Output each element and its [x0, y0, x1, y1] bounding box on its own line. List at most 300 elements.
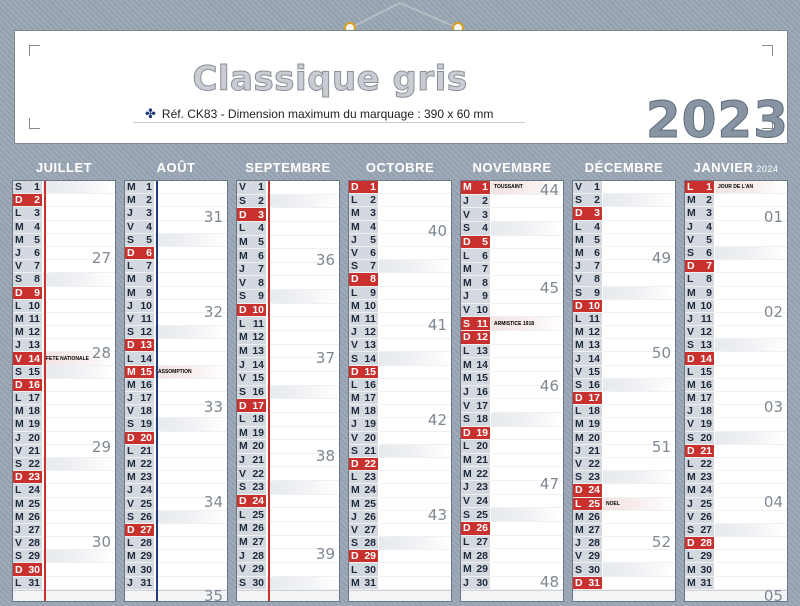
- week-number: 43: [427, 506, 447, 525]
- day-badge: [13, 524, 43, 536]
- day-row: [349, 207, 451, 220]
- day-badge: [685, 287, 715, 299]
- day-number: 22: [140, 458, 152, 471]
- day-number: 16: [700, 378, 712, 391]
- day-badge: [573, 287, 603, 299]
- day-row: [13, 194, 115, 207]
- month-column: [124, 158, 228, 606]
- day-number: 8: [370, 273, 376, 286]
- day-number: 4: [258, 222, 264, 235]
- day-badge: [125, 524, 155, 536]
- day-number: 1: [258, 181, 264, 194]
- day-row: [573, 458, 675, 471]
- day-badge: [573, 300, 603, 312]
- week-number: 33: [203, 397, 223, 416]
- weekday-letter: S: [687, 247, 695, 260]
- day-badge: [125, 352, 155, 364]
- day-badge: [461, 481, 491, 494]
- day-badge: [349, 577, 379, 589]
- day-row: [13, 498, 115, 511]
- day-number: 19: [28, 418, 40, 431]
- day-number: 3: [34, 207, 40, 220]
- weekday-letter: S: [575, 378, 583, 391]
- day-number: 30: [252, 576, 264, 589]
- day-row: [349, 260, 451, 273]
- day-number: 27: [140, 523, 152, 536]
- weekday-letter: M: [575, 326, 584, 339]
- weekday-letter: D: [351, 181, 359, 194]
- weekday-letter: S: [15, 550, 23, 563]
- weekday-letter: D: [239, 399, 247, 412]
- weekday-letter: L: [127, 352, 134, 365]
- day-number: 27: [476, 535, 488, 548]
- saint-name: ARMISTICE 1918: [494, 320, 535, 327]
- weekday-letter: J: [15, 247, 21, 260]
- weekday-letter: V: [127, 220, 135, 233]
- day-number: 26: [140, 510, 152, 523]
- month-name: NOVEMBRE: [472, 160, 552, 175]
- weekday-letter: D: [575, 484, 583, 497]
- month-column: [12, 158, 116, 602]
- day-row: [349, 537, 451, 550]
- day-number: 4: [706, 220, 712, 233]
- day-row: [237, 508, 339, 522]
- weekday-letter: M: [351, 312, 360, 325]
- weekday-letter: V: [463, 208, 471, 221]
- day-number: 14: [140, 352, 152, 365]
- day-badge: [125, 194, 155, 206]
- day-row: [13, 405, 115, 418]
- day-badge: [349, 366, 379, 378]
- day-row: [573, 471, 675, 484]
- weekday-letter: M: [239, 235, 248, 248]
- day-badge: [349, 563, 379, 575]
- weekday-letter: J: [351, 418, 357, 431]
- day-number: 9: [258, 290, 264, 303]
- day-number: 30: [140, 563, 152, 576]
- day-row: [237, 236, 339, 250]
- day-row: [573, 181, 675, 194]
- day-row: [237, 181, 339, 195]
- day-number: 22: [476, 467, 488, 480]
- day-number: 3: [706, 207, 712, 220]
- day-badge: [461, 222, 491, 235]
- day-row: [125, 511, 227, 524]
- weekday-letter: V: [15, 444, 23, 457]
- weekday-letter: D: [351, 365, 359, 378]
- weekday-letter: M: [463, 181, 472, 194]
- day-number: 10: [476, 304, 488, 317]
- day-row: [461, 549, 563, 563]
- weekday-letter: M: [463, 372, 472, 385]
- weekday-letter: V: [239, 181, 247, 194]
- day-badge: [461, 372, 491, 385]
- weekday-letter: S: [463, 222, 471, 235]
- day-badge: [125, 366, 155, 378]
- day-row: [13, 326, 115, 339]
- day-badge: [349, 234, 379, 246]
- day-number: 18: [700, 405, 712, 418]
- weekday-letter: S: [575, 194, 583, 207]
- weekday-letter: M: [127, 458, 136, 471]
- weekday-letter: M: [239, 426, 248, 439]
- day-row: [461, 358, 563, 372]
- day-badge: [125, 511, 155, 523]
- day-number: 11: [476, 317, 488, 330]
- day-number: 19: [476, 426, 488, 439]
- day-badge: [125, 405, 155, 417]
- weekday-letter: M: [463, 263, 472, 276]
- day-number: 31: [700, 576, 712, 589]
- day-badge: [573, 247, 603, 259]
- weekday-letter: M: [463, 549, 472, 562]
- weekday-letter: J: [575, 444, 581, 457]
- day-badge: [13, 445, 43, 457]
- weekday-letter: S: [15, 365, 23, 378]
- weekday-letter: L: [351, 286, 358, 299]
- week-number: 27: [91, 248, 111, 267]
- day-badge: [461, 522, 491, 535]
- week-number: 40: [427, 221, 447, 240]
- day-number: 7: [482, 263, 488, 276]
- day-badge: [125, 392, 155, 404]
- month-year: 2024: [753, 164, 779, 174]
- day-row: [349, 550, 451, 563]
- day-badge: [461, 454, 491, 467]
- weekday-letter: M: [575, 418, 584, 431]
- day-row: [349, 471, 451, 484]
- day-badge: [573, 524, 603, 536]
- day-row: [237, 467, 339, 481]
- day-badge: [125, 300, 155, 312]
- day-number: 8: [146, 273, 152, 286]
- weekday-letter: J: [15, 339, 21, 352]
- day-number: 2: [34, 194, 40, 207]
- day-row: [685, 537, 787, 550]
- day-number: 22: [28, 458, 40, 471]
- day-number: 29: [364, 550, 376, 563]
- day-row: [237, 427, 339, 441]
- weekday-letter: L: [463, 345, 470, 357]
- day-row: [685, 379, 787, 392]
- day-number: 12: [28, 326, 40, 339]
- day-row: [685, 287, 787, 300]
- day-badge: [685, 366, 715, 378]
- day-row: [685, 339, 787, 352]
- weekday-letter: D: [15, 563, 23, 576]
- day-number: 2: [482, 194, 488, 207]
- weekday-letter: M: [687, 563, 696, 576]
- day-row: [685, 458, 787, 471]
- day-badge: [461, 331, 491, 344]
- day-badge: [237, 563, 267, 576]
- day-row: [349, 392, 451, 405]
- day-number: 5: [370, 233, 376, 246]
- day-badge: [237, 276, 267, 289]
- weekday-letter: M: [239, 440, 248, 453]
- day-number: 6: [706, 247, 712, 260]
- weekday-letter: M: [351, 392, 360, 405]
- day-badge: [125, 273, 155, 285]
- day-badge: [461, 399, 491, 412]
- day-badge: [125, 247, 155, 259]
- weekday-letter: M: [575, 233, 584, 246]
- month-panel: [460, 180, 564, 602]
- day-row: [13, 300, 115, 313]
- day-row: [349, 194, 451, 207]
- day-number: 21: [140, 444, 152, 457]
- day-row: [685, 524, 787, 537]
- day-number: 11: [252, 317, 264, 330]
- day-number: 14: [476, 358, 488, 371]
- weekday-letter: S: [687, 523, 695, 536]
- week-number: 02: [763, 302, 783, 321]
- weekday-letter: M: [351, 405, 360, 418]
- day-number: 11: [140, 312, 152, 325]
- day-row: [461, 331, 563, 345]
- weekday-letter: M: [239, 249, 248, 262]
- day-row: [349, 577, 451, 590]
- weekday-letter: S: [463, 508, 471, 521]
- day-number: 30: [476, 576, 488, 589]
- day-row: [573, 577, 675, 590]
- day-badge: [573, 273, 603, 285]
- day-badge: [573, 326, 603, 338]
- day-number: 11: [588, 312, 600, 325]
- day-number: 20: [700, 431, 712, 444]
- weekday-letter: M: [127, 273, 136, 286]
- day-number: 25: [476, 508, 488, 521]
- weekday-letter: L: [127, 444, 134, 457]
- day-number: 5: [594, 233, 600, 246]
- weekday-letter: M: [463, 454, 472, 467]
- week-number: 35: [203, 587, 223, 606]
- day-badge: [573, 207, 603, 219]
- day-number: 28: [700, 537, 712, 550]
- weekday-letter: V: [239, 467, 247, 480]
- saint-name: TOUSSAINT: [494, 184, 523, 191]
- day-number: 31: [364, 576, 376, 589]
- day-number: 1: [594, 181, 600, 194]
- weekday-letter: V: [463, 304, 471, 317]
- day-row: [461, 508, 563, 522]
- day-row: [237, 481, 339, 495]
- day-badge: [685, 563, 715, 575]
- day-badge: [461, 549, 491, 562]
- day-badge: [685, 260, 715, 272]
- day-badge: [573, 181, 603, 193]
- day-badge: [349, 352, 379, 364]
- weekday-letter: L: [575, 497, 582, 510]
- weekday-letter: L: [239, 508, 246, 521]
- day-row: [685, 260, 787, 273]
- day-number: 8: [34, 273, 40, 286]
- day-badge: [685, 524, 715, 536]
- weekday-letter: L: [687, 273, 694, 286]
- day-row: [125, 563, 227, 576]
- day-badge: [685, 300, 715, 312]
- weekday-letter: V: [15, 260, 23, 273]
- weekday-letter: S: [575, 286, 583, 299]
- weekday-letter: L: [239, 222, 246, 235]
- day-row: [461, 304, 563, 318]
- day-row: [685, 550, 787, 563]
- weekday-letter: S: [127, 510, 135, 523]
- day-number: 22: [252, 467, 264, 480]
- day-row: [685, 418, 787, 431]
- day-number: 8: [258, 276, 264, 289]
- day-badge: [573, 405, 603, 417]
- weekday-letter: V: [15, 352, 23, 365]
- day-badge: [237, 304, 267, 317]
- weekday-letter: L: [351, 378, 358, 391]
- day-number: 24: [364, 484, 376, 497]
- day-row: [461, 440, 563, 454]
- day-row: [13, 418, 115, 431]
- day-badge: [237, 577, 267, 590]
- month-name: SEPTEMBRE: [245, 160, 331, 175]
- day-badge: [125, 563, 155, 575]
- weekday-letter: L: [15, 392, 22, 405]
- weekday-letter: D: [575, 392, 583, 405]
- weekday-letter: D: [239, 495, 247, 508]
- weekday-letter: D: [127, 247, 135, 260]
- week-number: 04: [763, 492, 783, 511]
- weekday-letter: S: [687, 431, 695, 444]
- day-number: 11: [364, 312, 376, 325]
- week-number: 47: [539, 475, 559, 493]
- week-number: 34: [203, 492, 223, 511]
- day-badge: [125, 498, 155, 510]
- day-number: 21: [588, 444, 600, 457]
- day-row: [573, 366, 675, 379]
- month-name: OCTOBRE: [365, 160, 435, 175]
- week-number: 38: [315, 447, 335, 465]
- day-number: 20: [588, 431, 600, 444]
- day-badge: [349, 221, 379, 233]
- day-number: 7: [594, 260, 600, 273]
- day-row: [125, 366, 227, 379]
- day-number: 15: [364, 365, 376, 378]
- week-number: 37: [315, 349, 335, 367]
- day-badge: [13, 181, 43, 193]
- day-badge: [13, 339, 43, 351]
- day-row: [685, 432, 787, 445]
- day-row: [685, 471, 787, 484]
- day-row: [349, 273, 451, 286]
- month-footer: [237, 590, 339, 601]
- day-badge: [685, 432, 715, 444]
- day-badge: [13, 326, 43, 338]
- week-number: 05: [763, 587, 783, 606]
- day-number: 25: [252, 508, 264, 521]
- day-number: 9: [34, 286, 40, 299]
- day-row: [349, 484, 451, 497]
- day-number: 18: [364, 405, 376, 418]
- weekday-letter: S: [351, 352, 359, 365]
- day-number: 17: [476, 399, 488, 412]
- day-row: [13, 207, 115, 220]
- day-badge: [13, 563, 43, 575]
- day-number: 10: [28, 299, 40, 312]
- week-number: 32: [203, 302, 223, 321]
- day-badge: [573, 537, 603, 549]
- weekday-letter: V: [687, 233, 695, 246]
- week-number: 29: [91, 438, 111, 457]
- day-row: [573, 392, 675, 405]
- day-badge: [125, 260, 155, 272]
- day-badge: [685, 471, 715, 483]
- weekday-letter: S: [351, 444, 359, 457]
- day-badge: [125, 445, 155, 457]
- weekday-letter: M: [127, 194, 136, 207]
- weekday-letter: J: [351, 233, 357, 246]
- weekday-letter: M: [463, 563, 472, 576]
- day-row: [237, 317, 339, 331]
- day-number: 19: [364, 418, 376, 431]
- day-number: 5: [146, 233, 152, 246]
- weekday-letter: V: [239, 372, 247, 385]
- day-row: [237, 522, 339, 536]
- day-badge: [461, 236, 491, 249]
- day-badge: [237, 331, 267, 344]
- day-number: 16: [252, 385, 264, 398]
- weekday-letter: M: [463, 276, 472, 289]
- weekday-letter: L: [351, 563, 358, 576]
- day-row: [685, 181, 787, 194]
- day-row: [349, 247, 451, 260]
- weekday-letter: V: [239, 276, 247, 289]
- weekday-letter: M: [15, 497, 24, 510]
- day-number: 17: [700, 392, 712, 405]
- day-badge: [461, 467, 491, 480]
- weekday-letter: V: [687, 326, 695, 339]
- day-number: 6: [146, 247, 152, 260]
- day-row: [461, 317, 563, 331]
- day-number: 5: [34, 233, 40, 246]
- day-row: [573, 498, 675, 511]
- day-badge: [13, 432, 43, 444]
- day-badge: [349, 537, 379, 549]
- weekday-letter: L: [687, 458, 694, 471]
- day-badge: [573, 577, 603, 589]
- weekday-letter: M: [351, 207, 360, 220]
- day-row: [461, 536, 563, 550]
- day-badge: [349, 550, 379, 562]
- day-badge: [461, 495, 491, 508]
- day-number: 25: [28, 497, 40, 510]
- weekday-letter: J: [127, 299, 133, 312]
- day-badge: [461, 508, 491, 521]
- weekday-letter: D: [127, 431, 135, 444]
- weekday-letter: M: [15, 510, 24, 523]
- day-badge: [349, 418, 379, 430]
- day-number: 3: [370, 207, 376, 220]
- day-badge: [13, 194, 43, 206]
- weekday-letter: D: [15, 194, 23, 207]
- day-number: 29: [700, 550, 712, 563]
- day-badge: [237, 195, 267, 208]
- day-number: 8: [482, 276, 488, 289]
- day-number: 13: [476, 345, 488, 357]
- day-row: [573, 300, 675, 313]
- day-number: 13: [588, 339, 600, 352]
- saint-name: FÊTE NATIONALE: [46, 355, 89, 362]
- day-number: 23: [252, 481, 264, 494]
- day-number: 6: [482, 249, 488, 262]
- day-number: 14: [364, 352, 376, 365]
- day-row: [13, 577, 115, 590]
